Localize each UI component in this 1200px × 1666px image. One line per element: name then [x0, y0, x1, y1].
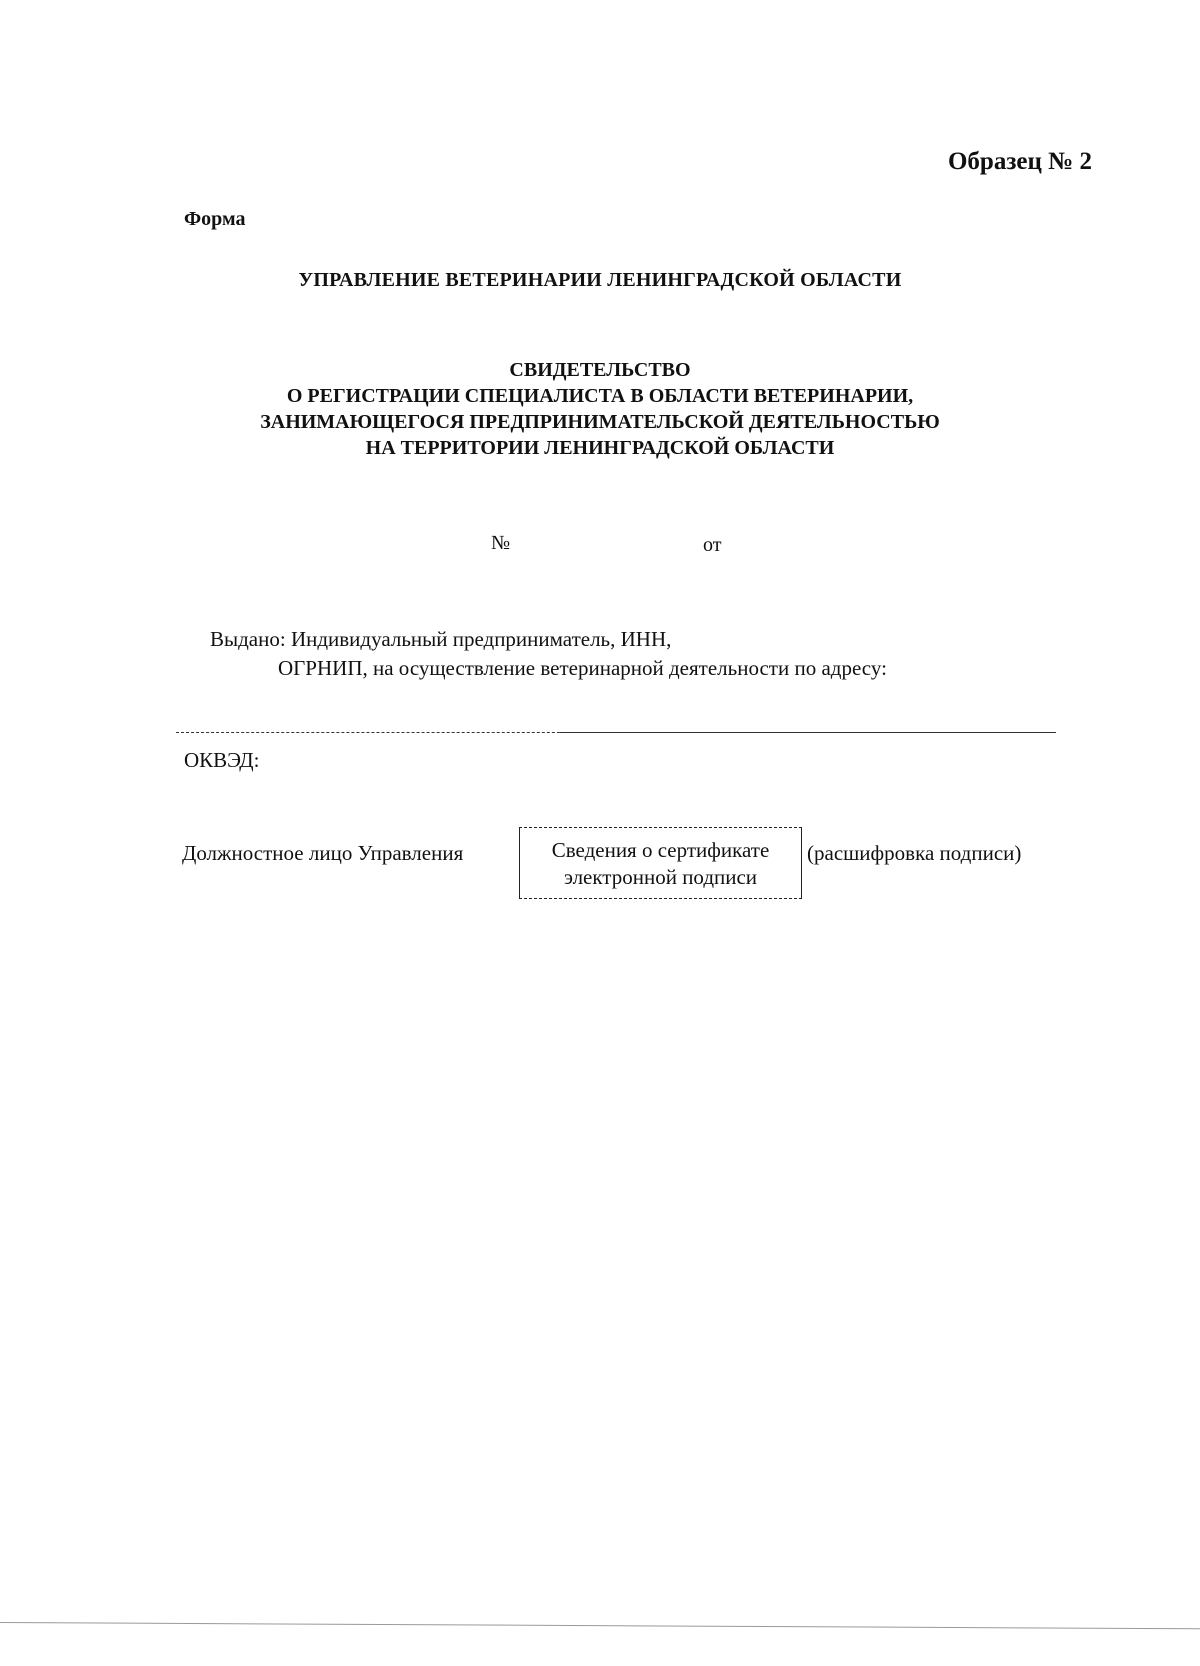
- signature-decode-label: (расшифровка подписи): [807, 841, 1022, 865]
- okved-label: ОКВЭД:: [184, 748, 260, 772]
- title-line-1: СВИДЕТЕЛЬСТВО: [509, 359, 691, 381]
- title-line-2: О РЕГИСТРАЦИИ СПЕЦИАЛИСТА В ОБЛАСТИ ВЕТЕРИНАРИИ,: [286, 385, 914, 407]
- official-label: Должностное лицо Управления: [182, 841, 464, 865]
- address-underline-solid: [560, 732, 1056, 733]
- organization-name: УПРАВЛЕНИЕ ВЕТЕРИНАРИИ ЛЕНИНГРАДСКОЙ ОБЛАСТИ: [298, 269, 902, 291]
- sample-number: Образец № 2: [947, 148, 1092, 175]
- title-line-3: ЗАНИМАЮЩЕГОСЯ ПРЕДПРИНИМАТЕЛЬСКОЙ ДЕЯТЕЛЬНОСТЬЮ: [260, 411, 940, 433]
- certificate-line-2: электронной подписи: [563, 865, 758, 889]
- registration-number-label: №: [491, 532, 511, 554]
- form-label: Форма: [184, 208, 246, 230]
- title-line-4: НА ТЕРРИТОРИИ ЛЕНИНГРАДСКОЙ ОБЛАСТИ: [365, 437, 835, 459]
- document-title: [0, 357, 1200, 461]
- scan-edge-line: [0, 1622, 1200, 1629]
- issued-to-line-1: Выдано: Индивидуальный предприниматель, ИНН,: [210, 627, 672, 651]
- registration-date-label: от: [703, 534, 722, 556]
- issued-to-line-2: ОГРНИП, на осуществление ветеринарной деятельности по адресу:: [278, 656, 887, 680]
- certificate-line-1: Сведения о сертификате: [551, 838, 770, 862]
- signature-certificate-box: [519, 827, 802, 899]
